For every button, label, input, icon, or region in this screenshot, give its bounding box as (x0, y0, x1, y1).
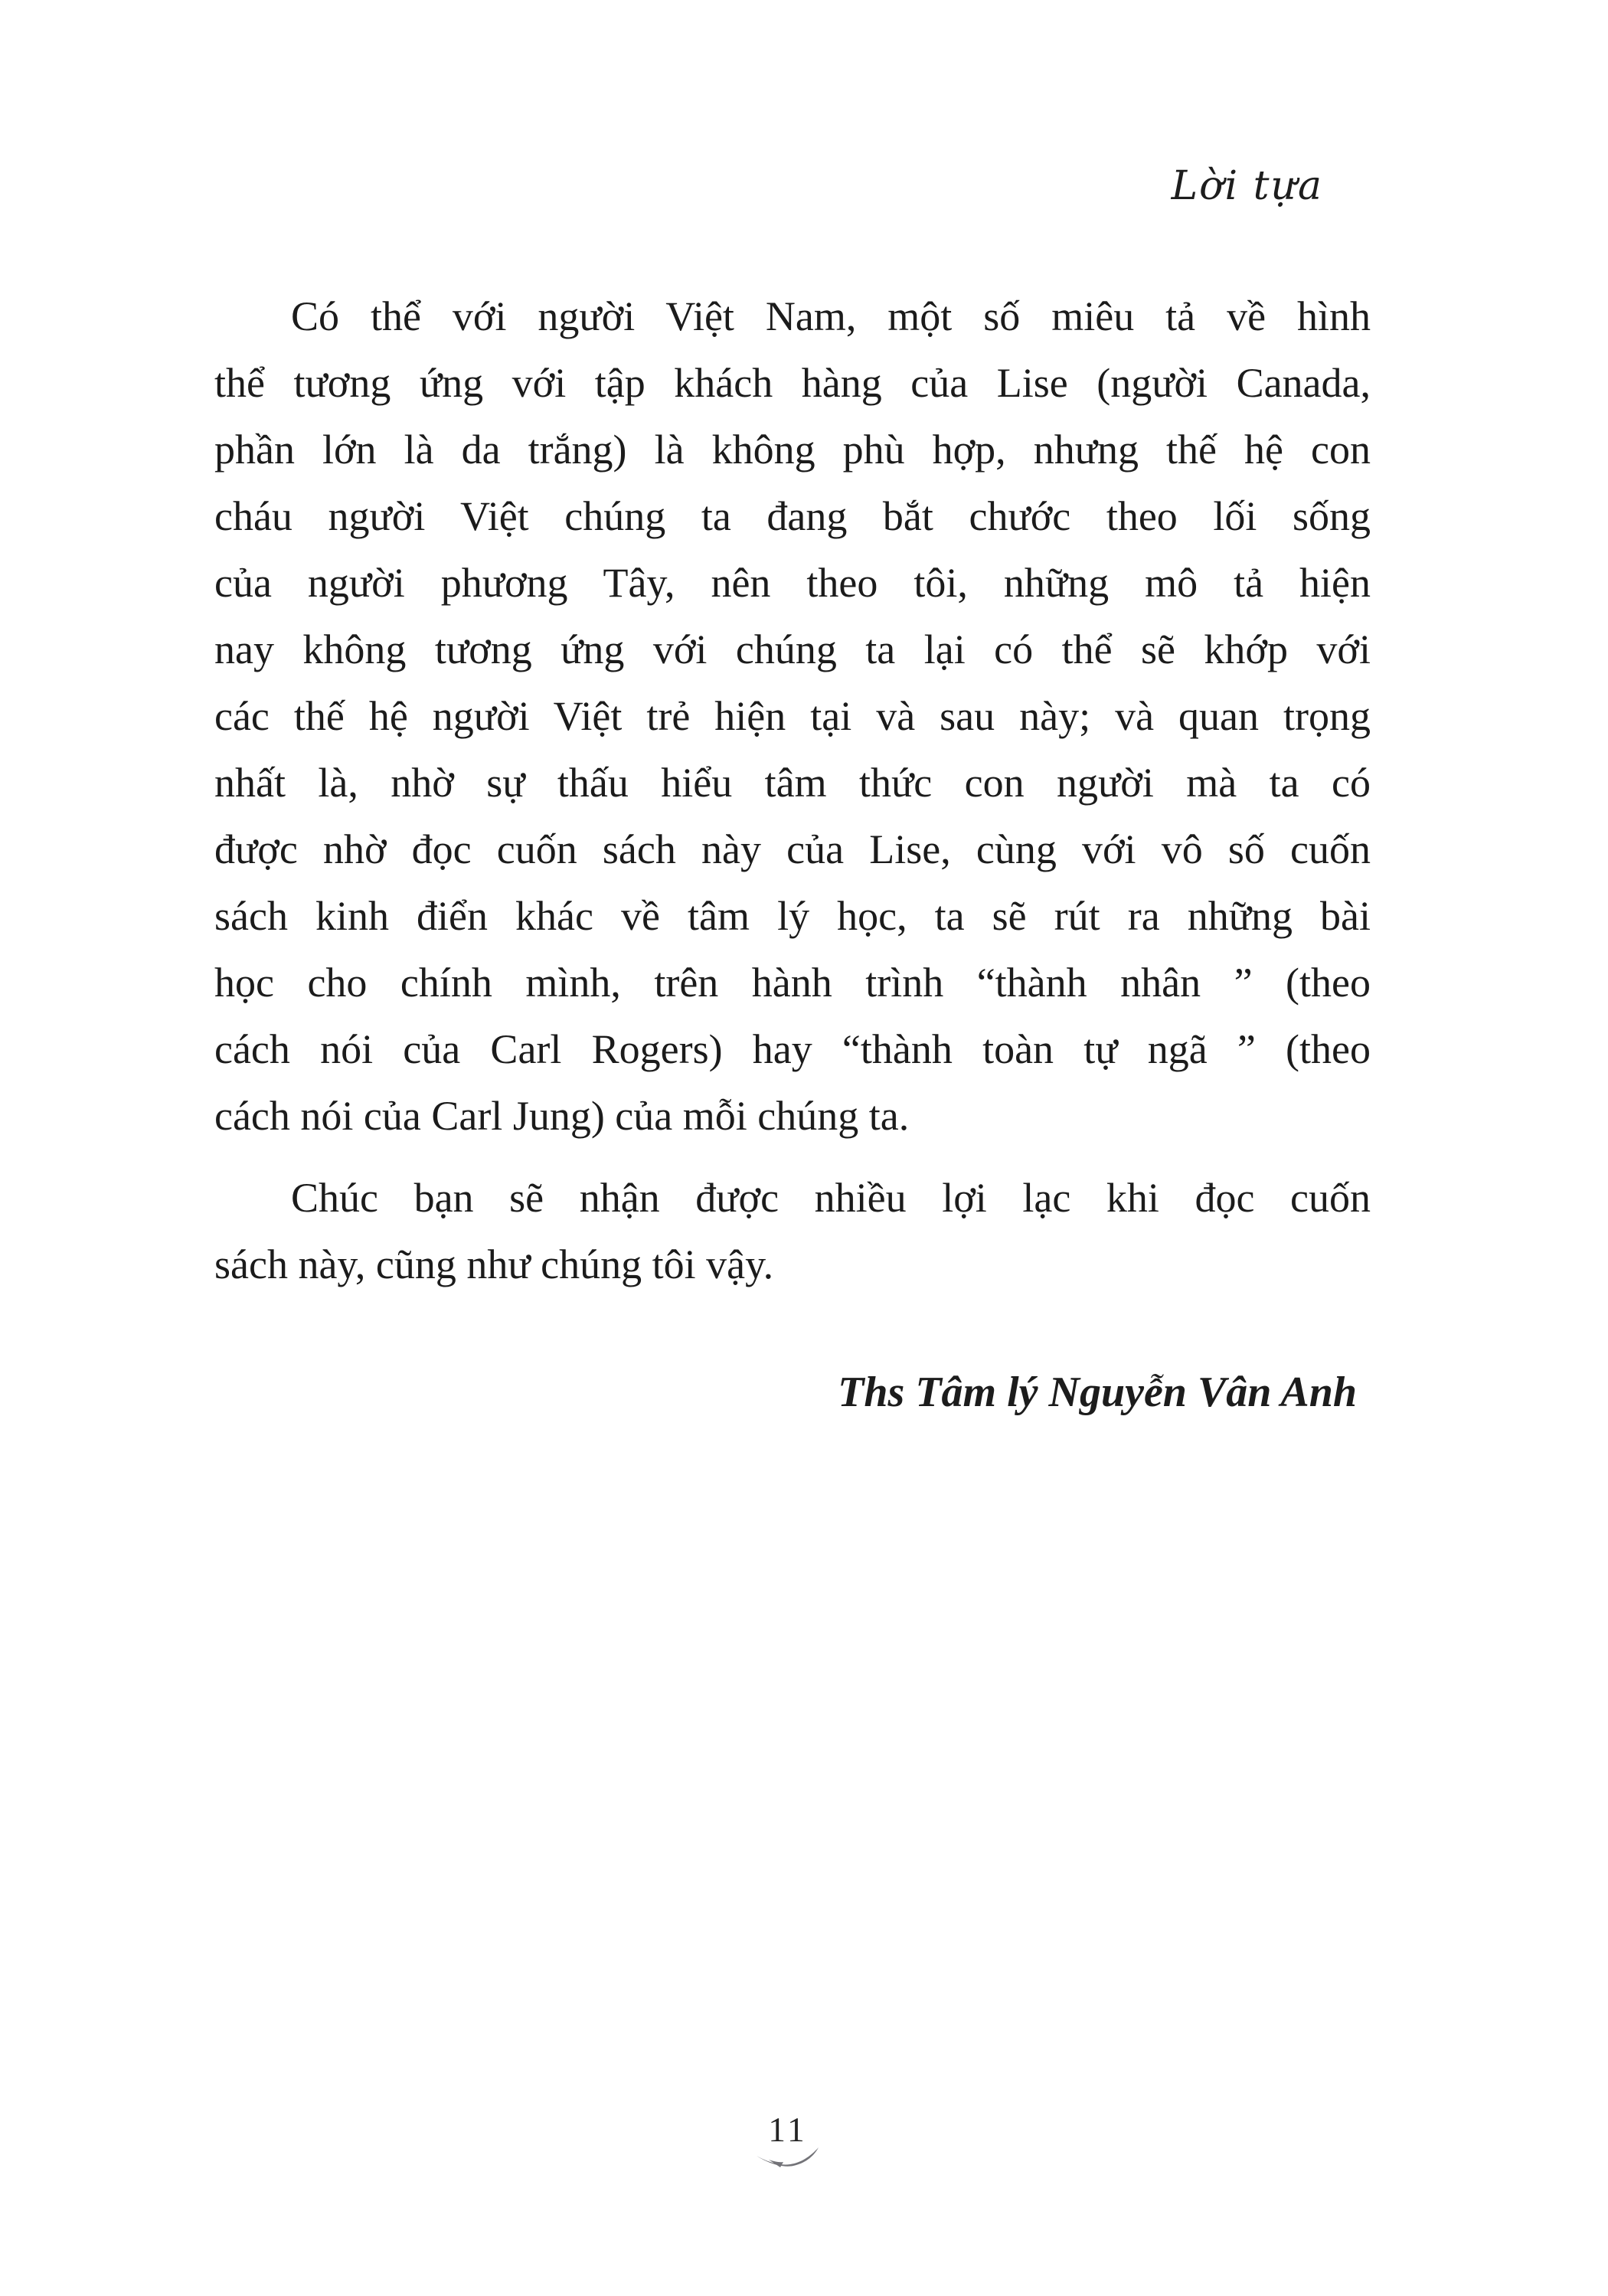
body-line: cách nói của Carl Jung) của mỗi chúng ta. (214, 1093, 910, 1139)
body-text (214, 283, 1371, 1426)
body-line: cách nói của Carl Rogers) hay “thành toàn tự ngã ” (theo (214, 1026, 1371, 1072)
paragraph (214, 1165, 1371, 1298)
author-signature: Ths Tâm lý Nguyễn Vân Anh (838, 1369, 1357, 1416)
body-line: được nhờ đọc cuốn sách này của Lise, cùng với vô số cuốn (214, 826, 1371, 872)
paragraph (214, 283, 1371, 1150)
body-line: Chúc bạn sẽ nhận được nhiều lợi lạc khi đọc cuốn (291, 1175, 1371, 1221)
body-line: của người phương Tây, nên theo tôi, những mô tả hiện (214, 560, 1371, 606)
body-line: cháu người Việt chúng ta đang bắt chước theo lối sống (214, 493, 1371, 539)
body-line: sách kinh điển khác về tâm lý học, ta sẽ rút ra những bài (214, 893, 1371, 939)
body-line: sách này, cũng như chúng tôi vậy. (214, 1241, 774, 1287)
flourish-icon (757, 2146, 819, 2169)
body-line: Có thể với người Việt Nam, một số miêu tả về hình (291, 293, 1371, 339)
page-footer (757, 2111, 819, 2169)
body-line: nay không tương ứng với chúng ta lại có thể sẽ khớp với (214, 626, 1371, 672)
body-line: nhất là, nhờ sự thấu hiểu tâm thức con người mà ta có (214, 760, 1371, 806)
body-line: thể tương ứng với tập khách hàng của Lise (người Canada, (214, 360, 1371, 406)
running-head: Lời tựa (1171, 163, 1323, 209)
body-line: phần lớn là da trắng) là không phù hợp, nhưng thế hệ con (214, 427, 1371, 473)
body-line: học cho chính mình, trên hành trình “thành nhân ” (theo (214, 960, 1371, 1006)
body-line: các thế hệ người Việt trẻ hiện tại và sau này; và quan trọng (214, 693, 1371, 739)
page-number: 11 (768, 2111, 808, 2149)
